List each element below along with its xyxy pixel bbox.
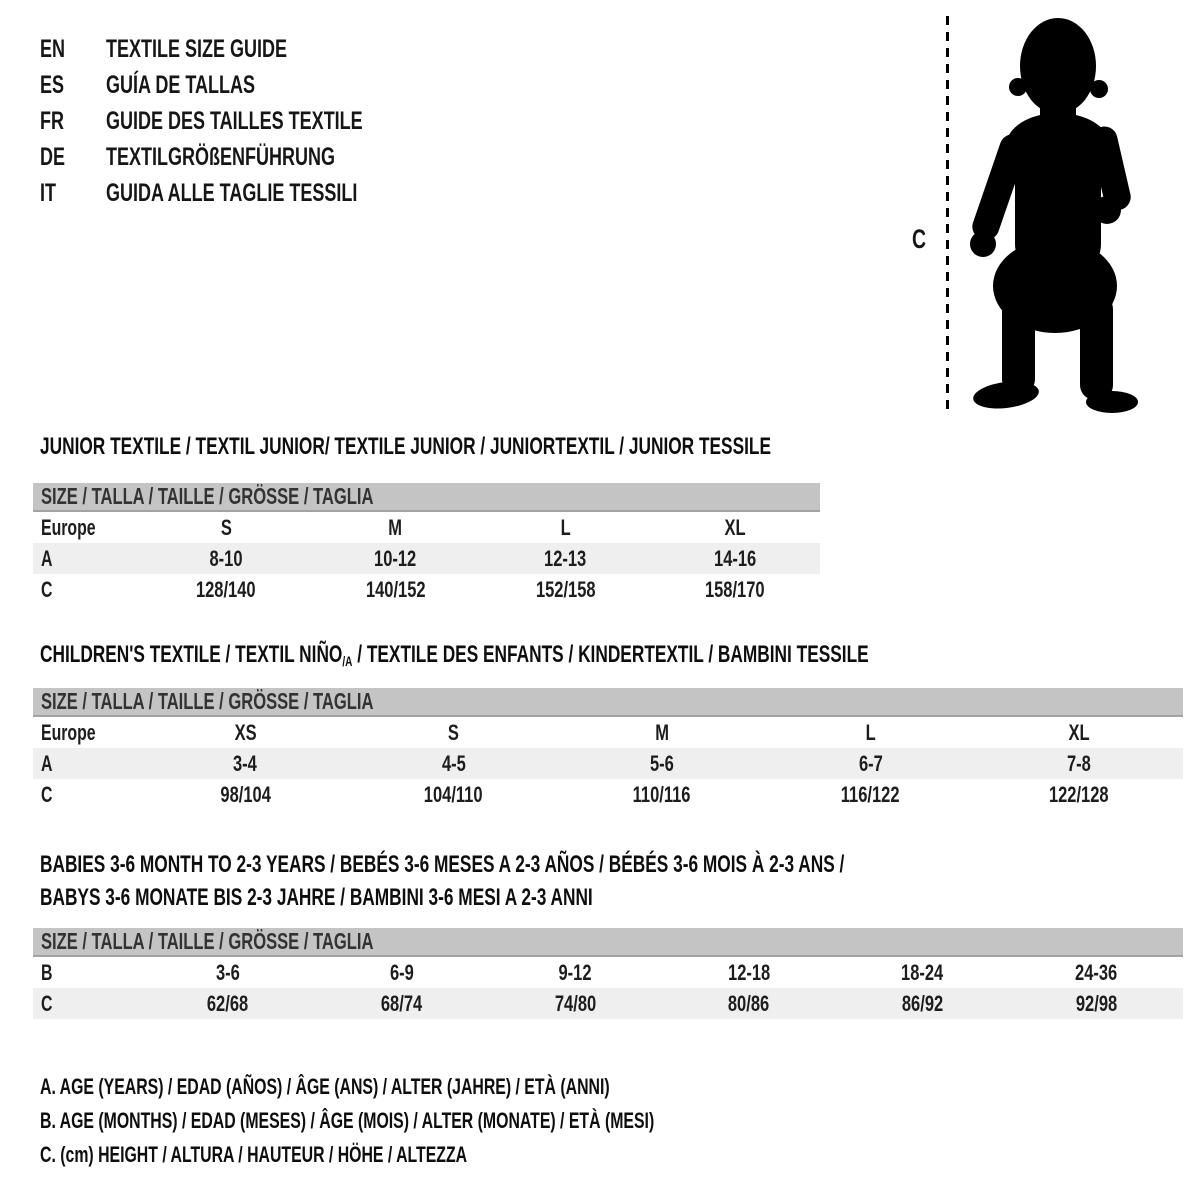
- height-measure-label: C: [912, 224, 927, 254]
- cell-value: 24-36: [1075, 959, 1118, 985]
- cell-value: 110/116: [633, 781, 691, 807]
- language-row-it: [40, 175, 463, 211]
- cell-value: 68/74: [380, 990, 423, 1016]
- cell-value: 12-18: [727, 959, 770, 985]
- column-header: L: [865, 719, 876, 745]
- column-header: M: [655, 719, 669, 745]
- language-row-en: [40, 31, 463, 67]
- row-label: B: [41, 959, 53, 985]
- language-label: TEXTILE SIZE GUIDE: [106, 34, 288, 63]
- language-row-es: [40, 67, 463, 103]
- row-label: C: [41, 781, 53, 807]
- column-header: Europe: [41, 719, 96, 745]
- cell-value: 74/80: [554, 990, 596, 1016]
- cell-value: 122/128: [1049, 781, 1109, 807]
- cell-value: 12-13: [544, 545, 587, 571]
- language-title-list: [40, 31, 463, 211]
- size-header-bar: [33, 928, 1183, 957]
- babies-title-line1: BABIES 3-6 MONTH TO 2-3 YEARS / BEBÉS 3-6 MESES A 2-3 AÑOS / BÉBÉS 3-6 MOIS À 2-3 ANS /: [40, 851, 845, 878]
- table-row-age: [33, 543, 820, 574]
- column-header: XL: [1068, 719, 1090, 745]
- size-header-bar: [33, 483, 820, 512]
- cell-value: 104/110: [424, 781, 483, 807]
- table-row-height: [33, 574, 820, 605]
- cell-value: 92/98: [1075, 990, 1117, 1016]
- cell-value: 10-12: [374, 545, 417, 571]
- cell-value: 9-12: [558, 959, 592, 985]
- junior-section-title: JUNIOR TEXTILE / TEXTIL JUNIOR/ TEXTILE JUNIOR / JUNIORTEXTIL / JUNIOR TESSILE: [40, 433, 771, 460]
- measure-legend: [40, 1070, 893, 1172]
- children-size-table: [33, 688, 1183, 810]
- language-code: EN: [40, 34, 66, 63]
- table-header-row: [33, 512, 820, 543]
- column-header: XL: [724, 514, 746, 540]
- height-measure-dashed-line: [946, 16, 949, 415]
- row-label: A: [41, 545, 53, 571]
- babies-section-title: [40, 848, 1157, 914]
- language-label: GUIDA ALLE TAGLIE TESSILI: [106, 178, 358, 207]
- babies-size-table: [33, 928, 1183, 1019]
- language-code: IT: [40, 178, 56, 207]
- toddler-silhouette: [958, 14, 1143, 419]
- size-header-label: SIZE / TALLA / TAILLE / GRÖSSE / TAGLIA: [41, 483, 374, 509]
- legend-line-b: B. AGE (MONTHS) / EDAD (MESES) / ÂGE (MOIS) / ALTER (MONATE) / ETÀ (MESI): [40, 1108, 655, 1133]
- table-header-row: [33, 717, 1183, 748]
- table-row-age: [33, 748, 1183, 779]
- children-title-post: / TEXTILE DES ENFANTS / KINDERTEXTIL / BAMBINI TESSILE: [352, 641, 869, 668]
- babies-title-line2: BABYS 3-6 MONATE BIS 2-3 JAHRE / BAMBINI 3-6 MESI A 2-3 ANNI: [40, 884, 593, 911]
- table-row-height: [33, 988, 1183, 1019]
- size-header-bar: [33, 688, 1183, 717]
- children-title-pre: CHILDREN'S TEXTILE / TEXTIL NIÑO: [40, 641, 343, 668]
- cell-value: 80/86: [728, 990, 770, 1016]
- cell-value: 18-24: [901, 959, 944, 985]
- row-label: A: [41, 750, 53, 776]
- cell-value: 98/104: [219, 781, 271, 807]
- children-section-title: [40, 641, 869, 669]
- children-title-sub: /A: [342, 653, 353, 669]
- legend-line-c: C. (cm) HEIGHT / ALTURA / HAUTEUR / HÖHE / ALTEZZA: [40, 1142, 468, 1167]
- cell-value: 3-4: [233, 750, 258, 776]
- size-header-label: SIZE / TALLA / TAILLE / GRÖSSE / TAGLIA: [41, 688, 374, 714]
- column-header: XS: [234, 719, 257, 745]
- language-label: TEXTILGRÖßENFÜHRUNG: [106, 142, 335, 171]
- language-row-de: [40, 139, 463, 175]
- cell-value: 6-9: [389, 959, 414, 985]
- cell-value: 7-8: [1066, 750, 1091, 776]
- cell-value: 62/68: [207, 990, 249, 1016]
- column-header: S: [220, 514, 232, 540]
- table-row-age-months: [33, 957, 1183, 988]
- language-code: ES: [40, 70, 65, 99]
- cell-value: 6-7: [858, 750, 883, 776]
- junior-size-table: [33, 483, 820, 605]
- row-label: C: [41, 576, 53, 602]
- language-label: GUIDE DES TAILLES TEXTILE: [106, 106, 363, 135]
- cell-value: 8-10: [209, 545, 243, 571]
- language-code: DE: [40, 142, 66, 171]
- legend-line-a: A. AGE (YEARS) / EDAD (AÑOS) / ÂGE (ANS) / ALTER (JAHRE) / ETÀ (ANNI): [40, 1074, 610, 1099]
- cell-value: 158/170: [705, 576, 765, 602]
- size-header-label: SIZE / TALLA / TAILLE / GRÖSSE / TAGLIA: [41, 928, 374, 954]
- column-header: L: [560, 514, 571, 540]
- cell-value: 14-16: [714, 545, 757, 571]
- cell-value: 152/158: [535, 576, 596, 602]
- cell-value: 3-6: [215, 959, 240, 985]
- row-label: C: [41, 990, 53, 1016]
- cell-value: 128/140: [196, 576, 256, 602]
- language-label: GUÍA DE TALLAS: [106, 70, 255, 99]
- table-row-height: [33, 779, 1183, 810]
- language-code: FR: [40, 106, 64, 135]
- column-header: Europe: [41, 514, 96, 540]
- language-row-fr: [40, 103, 463, 139]
- cell-value: 86/92: [901, 990, 944, 1016]
- cell-value: 5-6: [650, 750, 674, 776]
- cell-value: 140/152: [365, 576, 426, 602]
- column-header: M: [388, 514, 403, 540]
- column-header: S: [448, 719, 460, 745]
- cell-value: 116/122: [841, 781, 900, 807]
- cell-value: 4-5: [441, 750, 466, 776]
